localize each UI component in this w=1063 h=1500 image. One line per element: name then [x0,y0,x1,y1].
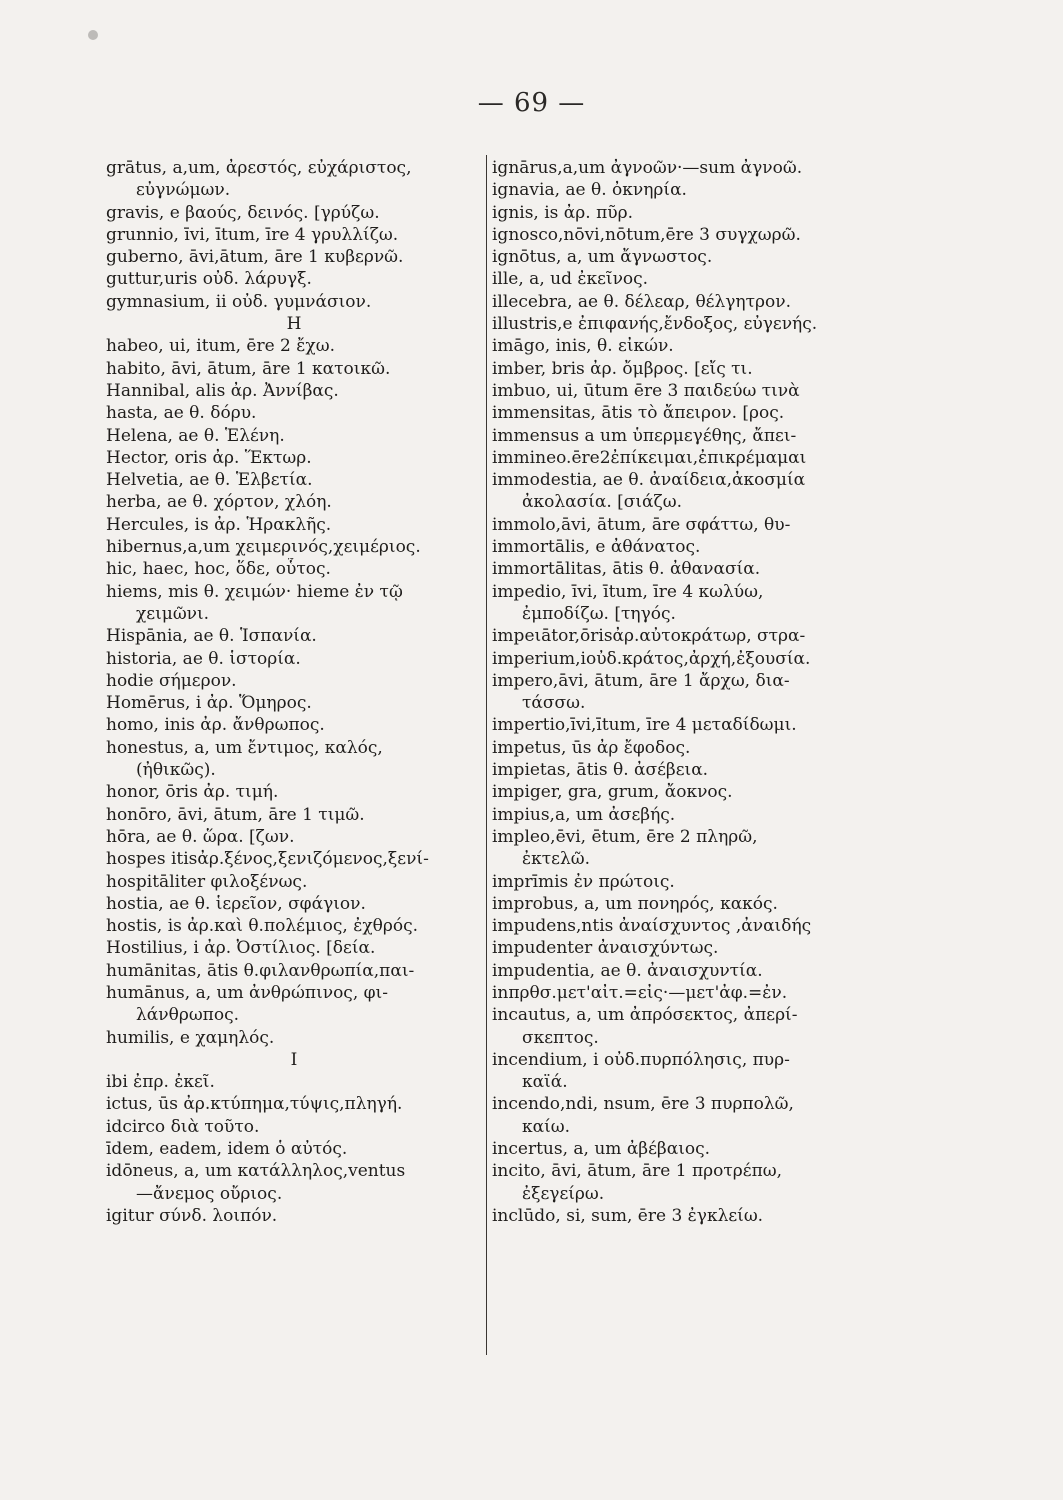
dictionary-entry-line: honestus, a, um ἔντιμος, καλός, [106,737,383,758]
dictionary-entry-line: hic, haec, hoc, ὅδε, οὗτος. [106,559,331,580]
dictionary-entry-line: incautus, a, um ἀπρόσεκτος, ἀπερί- [492,1005,798,1026]
dictionary-entry-line: ἐκτελῶ. [522,849,590,870]
left-column [106,157,482,1227]
section-letter: H [286,314,302,335]
dictionary-entry-line: idcirco διὰ τοῦτο. [106,1116,260,1137]
dictionary-entry-line: imbuo, ui, ūtum ēre 3 παιδεύω τινὰ [492,380,800,401]
dictionary-entry-line: homo, inis ἀρ. ἄνθρωπος. [106,715,325,736]
dictionary-entry-line: Hispānia, ae θ. Ἱσπανία. [106,626,317,647]
dictionary-entry-line: incendium, i οὐδ.πυρπόλησις, πυρ- [492,1049,790,1070]
dictionary-entry-line: guberno, āvi,ātum, āre 1 κυβερνῶ. [106,247,404,268]
dictionary-entry-line: σκεπτος. [522,1027,599,1048]
dictionary-entry-line: καϊά. [522,1072,568,1093]
dictionary-entry-line: hibernus,a,um χειμερινός,χειμέριος. [106,537,421,558]
dictionary-entry-line: immortālis, e ἀθάνατος. [492,537,701,558]
dictionary-entry-line: impudenter ἀναισχύντως. [492,938,719,959]
dictionary-entry-line: καίω. [522,1116,571,1137]
dictionary-entry-line: Hostilius, i ἀρ. Ὀστίλιος. [δεία. [106,938,376,959]
dictionary-entry-line: illustris,e ἐπιφανής,ἔνδοξος, εὐγενής. [492,314,818,335]
dictionary-entry-line: habito, āvi, ātum, āre 1 κατοικῶ. [106,358,391,379]
dictionary-entry-line: imprīmis ἐν πρώτοις. [492,871,675,892]
dictionary-entry-line: ibi ἐπρ. ἐκεῖ. [106,1072,215,1093]
dictionary-entry-line: εὐγνώμων. [136,180,231,201]
dictionary-entry-line: incito, āvi, ātum, āre 1 προτρέπω, [492,1161,783,1182]
dictionary-entry-line: immineo.ēre2ἐπίκειμαι,ἐπικρέμαμαι [492,447,807,468]
dictionary-entry-line: gravis, e βαούς, δεινός. [γρύζω. [106,202,380,223]
dictionary-entry-line: impeιātor,ōrisἀρ.αὐτοκράτωρ, στρα- [492,626,806,647]
dictionary-entry-line: herba, ae θ. χόρτον, χλόη. [106,492,332,513]
dictionary-entry-line: —ἄνεμος οὔριος. [136,1183,283,1204]
dictionary-entry-line: hostia, ae θ. ἱερεῖον, σφάγιον. [106,893,366,914]
dictionary-entry-line: idōneus, a, um κατάλληλος,ventus [106,1161,406,1182]
dictionary-entry-line: illecebra, ae θ. δέλεαρ, θέλγητρον. [492,291,791,312]
dictionary-entry-line: hospitāliter φιλοξένως. [106,871,308,892]
dictionary-entry-line: impetus, ūs ἀρ ἔφοδος. [492,737,691,758]
ink-blot [88,30,98,40]
dictionary-entry-line: honōro, āvi, ātum, āre 1 τιμῶ. [106,804,365,825]
dictionary-entry-line: ignārus,a,um ἀγνοῶν·—sum ἀγνοῶ. [492,158,803,178]
dictionary-entry-line: ἐξεγείρω. [522,1183,605,1204]
dictionary-entry-line: ἀκολασία. [σιάζω. [522,492,683,513]
dictionary-entry-line: impedio, īvi, ītum, īre 4 κωλύω, [492,581,764,602]
column-divider [486,155,487,1355]
dictionary-entry-line: impius,a, um ἀσεβής. [492,804,676,825]
dictionary-entry-line: grātus, a,um, ἀρεστός, εὐχάριστος, [106,158,412,178]
dictionary-entry-line: hostis, is ἀρ.καὶ θ.πολέμιος, ἐχθρός. [106,916,419,937]
dictionary-entry-line: Helvetia, ae θ. Ἑλβετία. [106,470,313,491]
dictionary-entry-line: inπρθσ.μετ'αἰτ.=εἰς·—μετ'ἀφ.=ἐν. [492,982,788,1003]
dictionary-entry-line: imāgo, inis, θ. εἰκών. [492,336,674,357]
dictionary-entry-line: impudentia, ae θ. ἀναισχυντία. [492,960,763,981]
dictionary-entry-line: impertio,īvi,ītum, īre 4 μεταδίδωμι. [492,715,797,736]
dictionary-entry-line: hospes itisἀρ.ξένος,ξενιζόμενος,ξενί- [106,849,429,870]
dictionary-entry-line: χειμῶνι. [136,603,210,624]
dictionary-entry-line: incendo,ndi, nsum, ēre 3 πυρπολῶ, [492,1094,794,1115]
dictionary-entry-line: imperium,iοὐδ.κράτος,ἀρχή,ἐξουσία. [492,648,811,669]
dictionary-entry-line: immortālitas, ātis θ. ἀθανασία. [492,559,761,580]
dictionary-entry-line: humānus, a, um ἀνθρώπινος, φι- [106,982,388,1003]
dictionary-entry-line: igitur σύνδ. λοιπόν. [106,1205,278,1226]
dictionary-entry-line: ignōtus, a, um ἄγνωστος. [492,247,713,268]
right-column [492,157,882,1227]
page-number: — 69 — [477,88,586,118]
dictionary-entry-line: impudens,ntis ἀναίσχυντος ,ἀναιδής [492,916,812,937]
dictionary-entry-line: Homērus, i ἀρ. Ὅμηρος. [106,693,312,714]
dictionary-entry-line: grunnio, īvi, ītum, īre 4 γρυλλίζω. [106,224,399,245]
dictionary-entry-line: honor, ōris ἀρ. τιμή. [106,782,279,803]
dictionary-entry-line: impiger, gra, grum, ἄοκνος. [492,782,733,803]
dictionary-entry-line: hōra, ae θ. ὥρα. [ζων. [106,826,295,847]
dictionary-entry-line: impleo,ēvi, ētum, ēre 2 πληρῶ, [492,826,758,847]
dictionary-entry-line: incertus, a, um ἀβέβαιος. [492,1139,711,1160]
dictionary-entry-line: ignosco,nōvi,nōtum,ēre 3 συγχωρῶ. [492,224,801,245]
dictionary-entry-line: improbus, a, um πονηρός, κακός. [492,893,778,914]
dictionary-entry-line: guttur,uris οὐδ. λάρυγξ. [106,269,312,290]
dictionary-entry-line: habeo, ui, itum, ēre 2 ἔχω. [106,336,335,357]
dictionary-entry-line: ille, a, ud ἐκεῖνος. [492,269,649,290]
dictionary-entry-line: ictus, ūs ἀρ.κτύπημα,τύψις,πληγή. [106,1094,403,1115]
dictionary-entry-line: λάνθρωπος. [136,1005,240,1026]
dictionary-entry-line: immensitas, ātis τὸ ἄπειρον. [ρος. [492,403,785,424]
dictionary-entry-line: īdem, eadem, idem ὁ αὐτός. [106,1139,348,1160]
dictionary-entry-line: immolo,āvi, ātum, āre σφάττω, θυ- [492,514,791,535]
dictionary-entry-line: immensus a um ὑπερμεγέθης, ἄπει- [492,425,797,446]
dictionary-entry-line: immodestia, ae θ. ἀναίδεια,ἀκοσμία [492,470,806,491]
dictionary-entry-line: imber, bris ἀρ. ὄμβρος. [εἴς τι. [492,358,753,379]
dictionary-entry-line: ἐμποδίζω. [τηγός. [522,603,676,624]
dictionary-entry-line: (ἠθικῶς). [136,760,216,781]
dictionary-entry-line: τάσσω. [522,693,586,714]
dictionary-entry-line: gymnasium, ii οὐδ. γυμνάσιον. [106,291,372,312]
dictionary-entry-line: hasta, ae θ. δόρυ. [106,403,257,424]
dictionary-entry-line: ignavia, ae θ. ὀκνηρία. [492,180,687,201]
dictionary-entry-line: Hector, oris ἀρ. Ἕκτωρ. [106,447,312,468]
dictionary-entry-line: impero,āvi, ātum, āre 1 ἄρχω, δια- [492,670,790,691]
dictionary-entry-line: humilis, e χαμηλός. [106,1027,275,1048]
dictionary-entry-line: ignis, is ἀρ. πῦρ. [492,202,633,223]
dictionary-entry-line: humānitas, ātis θ.φιλανθρωπία,παι- [106,960,415,981]
dictionary-entry-line: Helena, ae θ. Ἑλένη. [106,425,285,446]
dictionary-entry-line: Hannibal, alis ἀρ. Ἀννίβας. [106,380,339,401]
dictionary-entry-line: inclūdo, si, sum, ēre 3 ἐγκλείω. [492,1205,764,1226]
dictionary-entry-line: impietas, ātis θ. ἀσέβεια. [492,760,709,781]
dictionary-entry-line: historia, ae θ. ἱστορία. [106,648,301,669]
dictionary-entry-line: hiems, mis θ. χειμών· hieme ἐν τῷ [106,581,403,602]
dictionary-entry-line: hodie σήμερον. [106,670,237,691]
dictionary-entry-line: Hercules, is ἀρ. Ἡρακλῆς. [106,514,332,535]
section-letter: I [290,1049,298,1070]
